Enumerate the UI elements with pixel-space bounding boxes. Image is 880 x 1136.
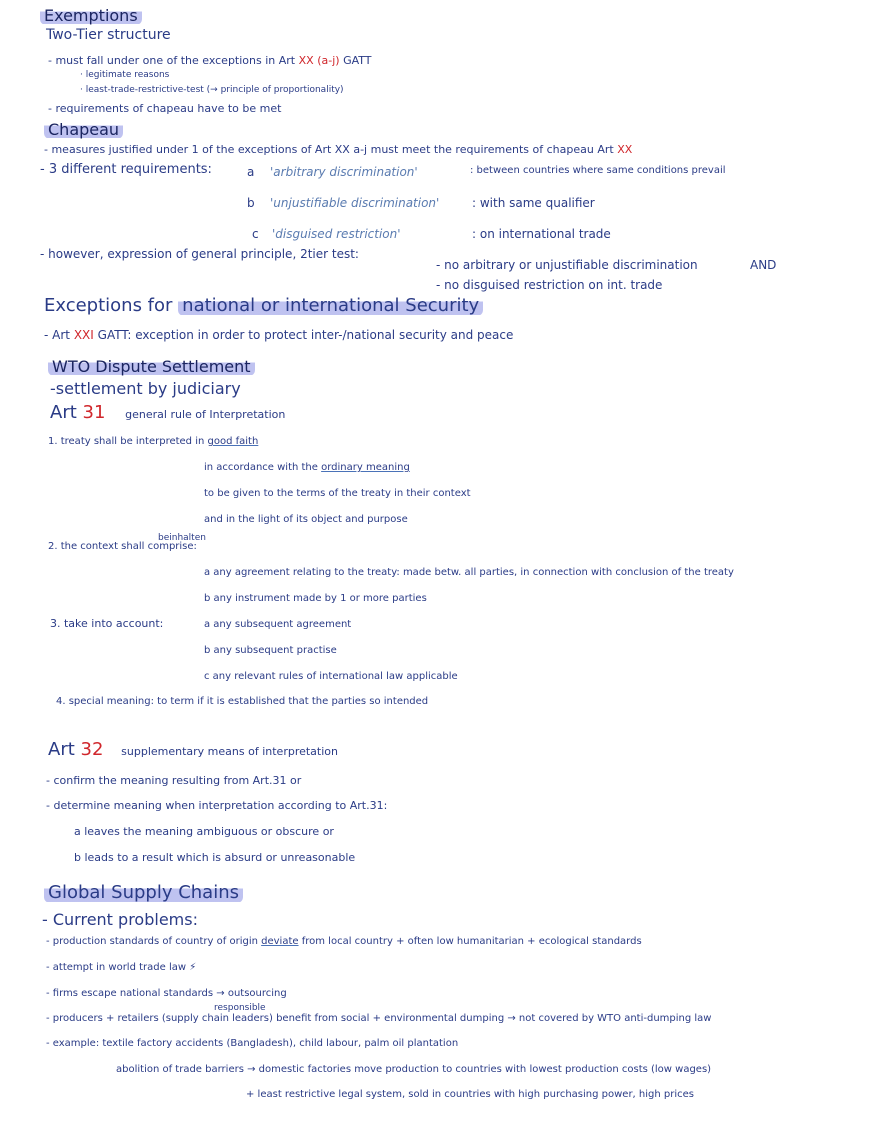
art32-heading: [48, 741, 338, 759]
lightning-icon: ⚡: [189, 962, 197, 973]
wto-subheading: -settlement by judiciary: [50, 379, 241, 398]
req-b-desc: : with same qualifier: [472, 196, 595, 210]
exemptions-heading: Exemptions: [40, 6, 142, 25]
wto-heading: WTO Dispute Settlement: [48, 357, 255, 376]
art31-p1: [48, 437, 258, 447]
exemptions-sub-1: · legitimate reasons: [80, 70, 170, 80]
art32-bullet-2: - determine meaning when interpretation according to Art.31:: [46, 799, 388, 812]
req-a-letter: a: [247, 165, 255, 179]
chapeau-line-1: [44, 144, 632, 155]
gsc-line-3: - firms escape national standards → outsourcing: [46, 988, 287, 999]
security-xxi: XXI: [73, 328, 94, 342]
art32-title: supplementary means of interpretation: [121, 745, 338, 758]
security-heading-highlight: national or international Security: [178, 295, 483, 316]
security-heading-pre: Exceptions for: [44, 295, 173, 316]
gsc-current-problems: - Current problems:: [42, 910, 198, 929]
p1-ordinary-meaning: ordinary meaning: [321, 462, 410, 473]
req-a-desc: : between countries where same conditions prevail: [470, 165, 726, 176]
art31-p2: 2. the context shall comprise:: [48, 541, 197, 552]
gsc-l1-post: from local country + often low humanitarian + ecological standards: [301, 936, 642, 947]
art31-p2-a: a any agreement relating to the treaty: made betw. all parties, in connection with conclusion of the treaty: [204, 567, 734, 578]
security-line: [44, 329, 513, 341]
art31-p1-line3: to be given to the terms of the treaty in their context: [204, 488, 471, 499]
art31-p2-note: beinhalten: [158, 533, 206, 543]
gsc-line-7: + least restrictive legal system, sold in countries with high purchasing power, high prices: [246, 1089, 694, 1100]
art32-a: a leaves the meaning ambiguous or obscure or: [74, 825, 334, 838]
chapeau-line1-text: - measures justified under 1 of the exceptions of Art XX a-j must meet the requirements of chapeau Art: [44, 143, 614, 156]
art32-number: 32: [80, 739, 104, 760]
chapeau-however: - however, expression of general principle, 2tier test:: [40, 247, 359, 261]
art31-p4: 4. special meaning: to term if it is established that the parties so intended: [56, 696, 429, 707]
p1-l2-text: in accordance with the: [204, 462, 318, 473]
exemptions-bullet-2: - requirements of chapeau have to be met: [48, 102, 282, 115]
exemptions-bullet-1: [48, 55, 372, 66]
art31-heading: [50, 404, 285, 422]
gsc-line-5: - example: textile factory accidents (Bangladesh), child labour, palm oil plantation: [46, 1038, 459, 1049]
gsc-l1-pre: - production standards of country of origin: [46, 936, 258, 947]
section-heading-security: [44, 297, 483, 315]
req-c-term: 'disguised restriction': [272, 227, 401, 241]
security-art: - Art: [44, 328, 70, 342]
art32-art: Art: [48, 739, 75, 760]
art31-number: 31: [82, 402, 106, 423]
section-heading-wto: [48, 359, 255, 375]
gsc-line-2: [46, 963, 196, 973]
section-heading-chapeau: [44, 122, 123, 138]
gsc-l2-text: - attempt in world trade law: [46, 962, 187, 973]
art31-art: Art: [50, 402, 77, 423]
req-c-desc: : on international trade: [472, 227, 611, 241]
b1-aj: (a-j): [317, 54, 340, 67]
chapeau-test-2: - no disguised restriction on int. trade: [436, 278, 663, 292]
gsc-line-4-note: responsible: [214, 1003, 266, 1013]
section-heading-exemptions: [40, 8, 142, 24]
req-b-term: 'unjustifiable discrimination': [270, 196, 440, 210]
art31-title: general rule of Interpretation: [125, 408, 286, 421]
art32-b: b leads to a result which is absurd or unreasonable: [74, 851, 356, 864]
b1-gatt: GATT: [343, 54, 372, 67]
req-c-letter: c: [252, 227, 259, 241]
art32-bullet-1: - confirm the meaning resulting from Art.31 or: [46, 774, 302, 787]
gsc-heading: Global Supply Chains: [44, 882, 243, 903]
security-text: GATT: exception in order to protect inter-/national security and peace: [97, 328, 514, 342]
art31-p3-b: b any subsequent practise: [204, 645, 337, 656]
art31-p3-c: c any relevant rules of international law applicable: [204, 671, 458, 682]
chapeau-heading: Chapeau: [44, 120, 123, 139]
art31-p1-line2: [204, 463, 410, 473]
b1-text: - must fall under one of the exceptions in Art: [48, 54, 296, 67]
art31-p1-line4: and in the light of its object and purpose: [204, 514, 408, 525]
section-heading-gsc: [44, 884, 243, 902]
art31-p3-a: a any subsequent agreement: [204, 619, 352, 630]
req-b-letter: b: [247, 196, 255, 210]
gsc-line-6: abolition of trade barriers → domestic factories move production to countries with lowest production costs (low wages): [116, 1064, 712, 1075]
chapeau-three-requirements: - 3 different requirements:: [40, 162, 212, 177]
chapeau-test-1: - no arbitrary or unjustifiable discrimination: [436, 258, 698, 272]
gsc-line-4: - producers + retailers (supply chain leaders) benefit from social + environmental dumping → not covered by WTO anti-dumping law: [46, 1013, 712, 1024]
chapeau-test-1-and: AND: [750, 258, 777, 272]
p1-text: 1. treaty shall be interpreted in: [48, 436, 205, 447]
art31-p3: 3. take into account:: [50, 617, 164, 630]
art31-p2-b: b any instrument made by 1 or more parties: [204, 593, 427, 604]
chapeau-line1-xx: XX: [617, 143, 633, 156]
gsc-l1-deviate: deviate: [261, 936, 299, 947]
two-tier-title: Two-Tier structure: [46, 27, 171, 43]
b1-xx: XX: [298, 54, 314, 67]
gsc-line-1: [46, 937, 642, 947]
req-a-term: 'arbitrary discrimination': [270, 165, 418, 179]
exemptions-sub-2: · least-trade-restrictive-test (→ principle of proportionality): [80, 85, 344, 95]
p1-good-faith: good faith: [207, 436, 259, 447]
